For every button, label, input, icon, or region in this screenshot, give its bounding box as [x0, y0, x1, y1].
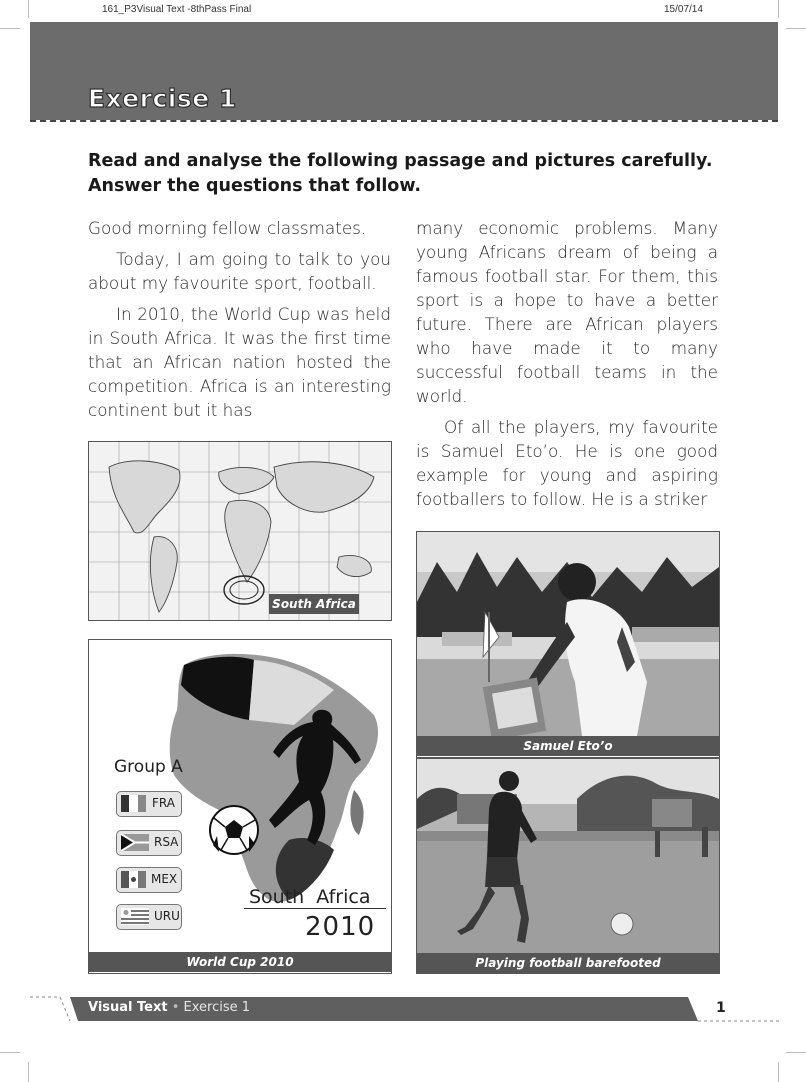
world-cup-poster-figure	[88, 639, 392, 974]
team-badge-rsa	[116, 830, 182, 856]
exercise-title: Exercise 1	[88, 84, 237, 113]
team-code-fra: FRA	[152, 796, 175, 810]
footer-separator: •	[171, 1000, 180, 1015]
trim-mark	[778, 0, 779, 18]
team-badge-fra	[116, 791, 182, 817]
passage-left-column	[88, 216, 391, 422]
team-code-rsa: RSA	[154, 835, 179, 849]
team-badge-mex	[116, 867, 182, 893]
trim-mark	[786, 1052, 806, 1053]
barefoot-caption: Playing football barefooted	[417, 953, 719, 973]
world-map-figure	[88, 441, 392, 621]
flag-rsa-icon	[121, 834, 149, 851]
flag-uru-icon	[121, 908, 149, 925]
header-divider	[30, 120, 778, 122]
flag-mex-band	[138, 871, 146, 888]
trim-mark	[0, 1052, 20, 1053]
flag-fra-band	[121, 795, 129, 812]
map-caption: South Africa	[269, 594, 359, 614]
trim-mark	[778, 1062, 779, 1082]
flag-mex-band	[121, 871, 129, 888]
passage-favourite: Of all the players, my favourite is Samuel Eto’o. He is one good example for young and aspiring footballers to follow. He is a striker	[416, 417, 718, 509]
trim-mark	[28, 1062, 29, 1082]
poster-host-name: South Africa	[249, 886, 371, 908]
slug-file-label: 161_P3Visual Text -8thPass Final	[102, 4, 252, 15]
poster-caption: World Cup 2010	[89, 952, 391, 972]
instructions-line-1: Read and analyse the following passage and pictures carefully.	[88, 151, 713, 171]
passage-economic: many economic problems. Many young Africans dream of being a famous football star. For them, this sport is a hope to have a better future. There are African players who have made it to many successful football teams in the world.	[416, 218, 718, 406]
barefoot-photo-illustration	[417, 759, 719, 953]
eto-caption: Samuel Eto’o	[417, 736, 719, 756]
poster-group-label: Group A	[114, 757, 183, 777]
passage-world-cup: In 2010, the World Cup was held in South Africa. It was the first time that an African nation hosted the competition. Africa is an interesting continent but it has	[88, 304, 391, 420]
team-code-mex: MEX	[151, 872, 178, 886]
slug-date: 15/07/14	[664, 4, 703, 15]
trim-mark	[0, 28, 20, 29]
eto-photo-illustration	[417, 532, 719, 736]
passage-intro: Today, I am going to talk to you about my favourite sport, football.	[88, 249, 391, 293]
team-badge-uru	[116, 904, 182, 930]
team-code-uru: URU	[154, 909, 180, 923]
eto-photo-figure	[416, 531, 720, 758]
flag-fra-band	[129, 795, 138, 812]
flag-mex-emblem-icon	[131, 877, 136, 882]
passage-greeting: Good morning fellow classmates.	[88, 218, 367, 238]
footer-exercise: Exercise 1	[183, 1000, 251, 1015]
footer-label	[88, 1000, 250, 1015]
flag-fra-band	[138, 795, 146, 812]
trim-mark	[28, 0, 29, 18]
footer-section: Visual Text	[88, 1000, 168, 1015]
passage-right-column	[416, 216, 718, 511]
trim-mark	[786, 28, 806, 29]
instructions	[88, 149, 728, 199]
poster-rule	[244, 908, 386, 909]
barefoot-photo-figure	[416, 758, 720, 974]
page-number: 1	[716, 1000, 726, 1016]
instructions-line-2: Answer the questions that follow.	[88, 176, 422, 196]
poster-year: 2010	[305, 912, 376, 942]
